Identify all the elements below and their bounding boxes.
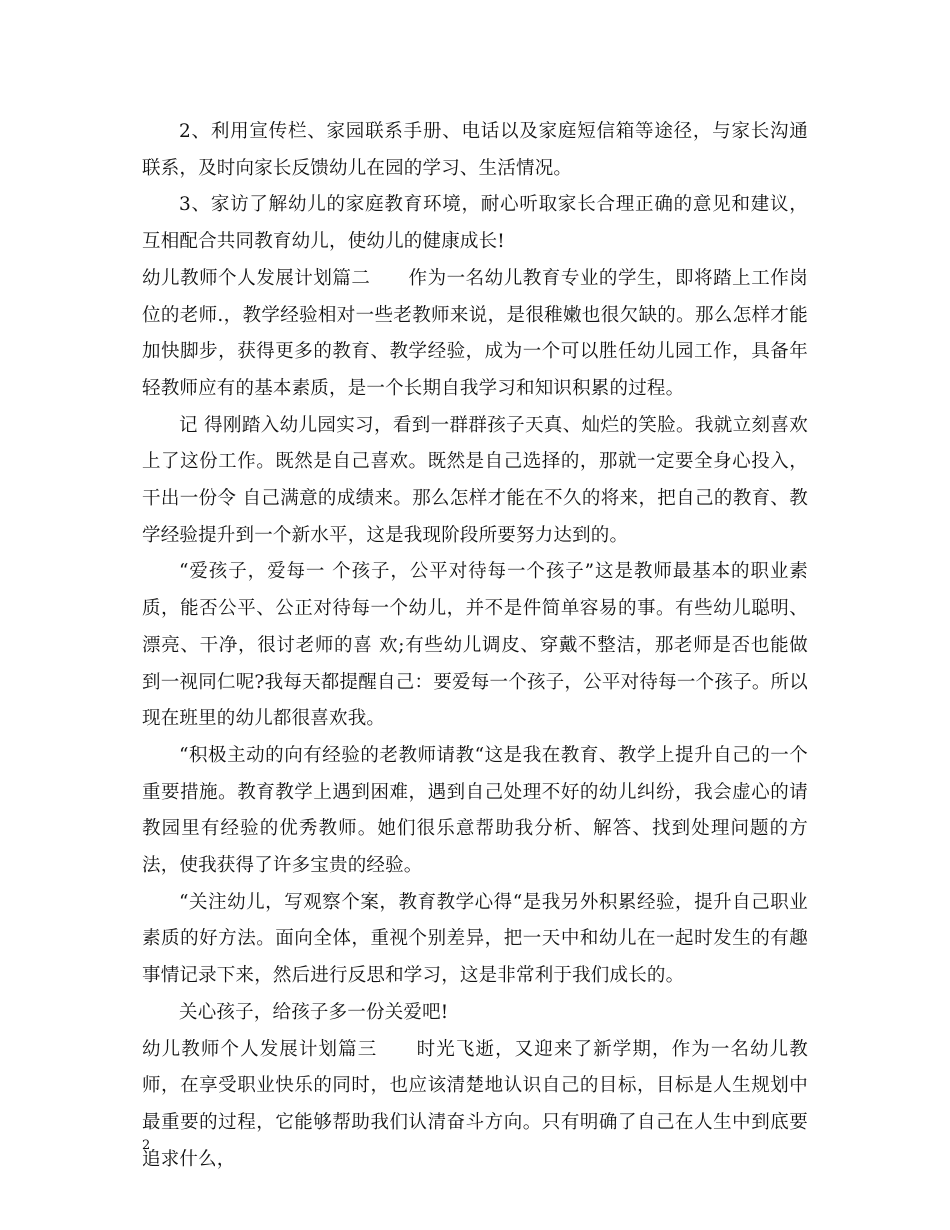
paragraph-love-every-child: “爱孩子，爱每一 个孩子，公平对待每一个孩子”这是教师最基本的职业素质，能否公平、公正对待每一个幼儿，并不是件简单容易的事。有些幼儿聪明、漂亮、干净，很讨老师的喜 欢;有些幼儿调皮、穿戴不整洁，那老师是否也能做到一视同仁呢?我每天都提醒自己：要爱每一个孩子，公平对待每一个孩子。所以现在班里的幼儿都很喜欢我。 xyxy=(142,561,808,730)
document-body xyxy=(142,114,808,1178)
paragraph-internship-memory: 记 得刚踏入幼儿园实习，看到一群群孩子天真、灿烂的笑脸。我就立刻喜欢上了这份工作。既然是自己喜欢。既然是自己选择的，那就一定要全身心投入，干出一份令 自己满意的成绩来。那么怎样才能在不久的将来，把自己的教育、教学经验提升到一个新水平，这是我现阶段所要努力达到的。 xyxy=(142,414,808,546)
paragraph-care-for-children: 关心孩子，给孩子多一份关爱吧! xyxy=(179,1001,449,1023)
paragraph-plan-part-three-intro: 幼儿教师个人发展计划篇三 时光飞逝，又迎来了新学期，作为一名幼儿教师，在享受职业快乐的同时，也应该清楚地认识自己的目标，目标是人生规划中最重要的过程，它能够帮助我们认清奋斗方向。只有明确了自己在人生中到底要追求什么， xyxy=(142,1038,808,1170)
paragraph-plan-part-two-intro: 幼儿教师个人发展计划篇二 作为一名幼儿教育专业的学生，即将踏上工作岗位的老师.，教学经验相对一些老教师来说，是很稚嫩也很欠缺的。那么怎样才能加快脚步，获得更多的教育、教学经验，成为一个可以胜任幼儿园工作，具备年轻教师应有的基本素质，是一个长期自我学习和知识积累的过程。 xyxy=(142,267,808,399)
page-number: 2 xyxy=(142,1138,151,1153)
paragraph-home-visit: 3、家访了解幼儿的家庭教育环境，耐心听取家长合理正确的意见和建议，互相配合共同教育幼儿，使幼儿的健康成长! xyxy=(142,194,808,253)
paragraph-observation-notes: “关注幼儿，写观察个案，教育教学心得“是我另外积累经验，提升自己职业素质的好方法。面向全体，重视个别差异，把一天中和幼儿在一起时发生的有趣事情记录下来，然后进行反思和学习，这是非常利于我们成长的。 xyxy=(142,891,808,987)
paragraph-parent-communication: 2、利用宣传栏、家园联系手册、电话以及家庭短信箱等途径，与家长沟通联系，及时向家长反馈幼儿在园的学习、生活情况。 xyxy=(142,121,808,179)
paragraph-learn-from-experienced-teachers: “积极主动的向有经验的老教师请教“这是我在教育、教学上提升自己的一个重要措施。教育教学上遇到困难，遇到自己处理不好的幼儿纠纷，我会虚心的请教园里有经验的优秀教师。她们很乐意帮助我分析、解答、找到处理问题的方法，使我获得了许多宝贵的经验。 xyxy=(142,744,808,877)
